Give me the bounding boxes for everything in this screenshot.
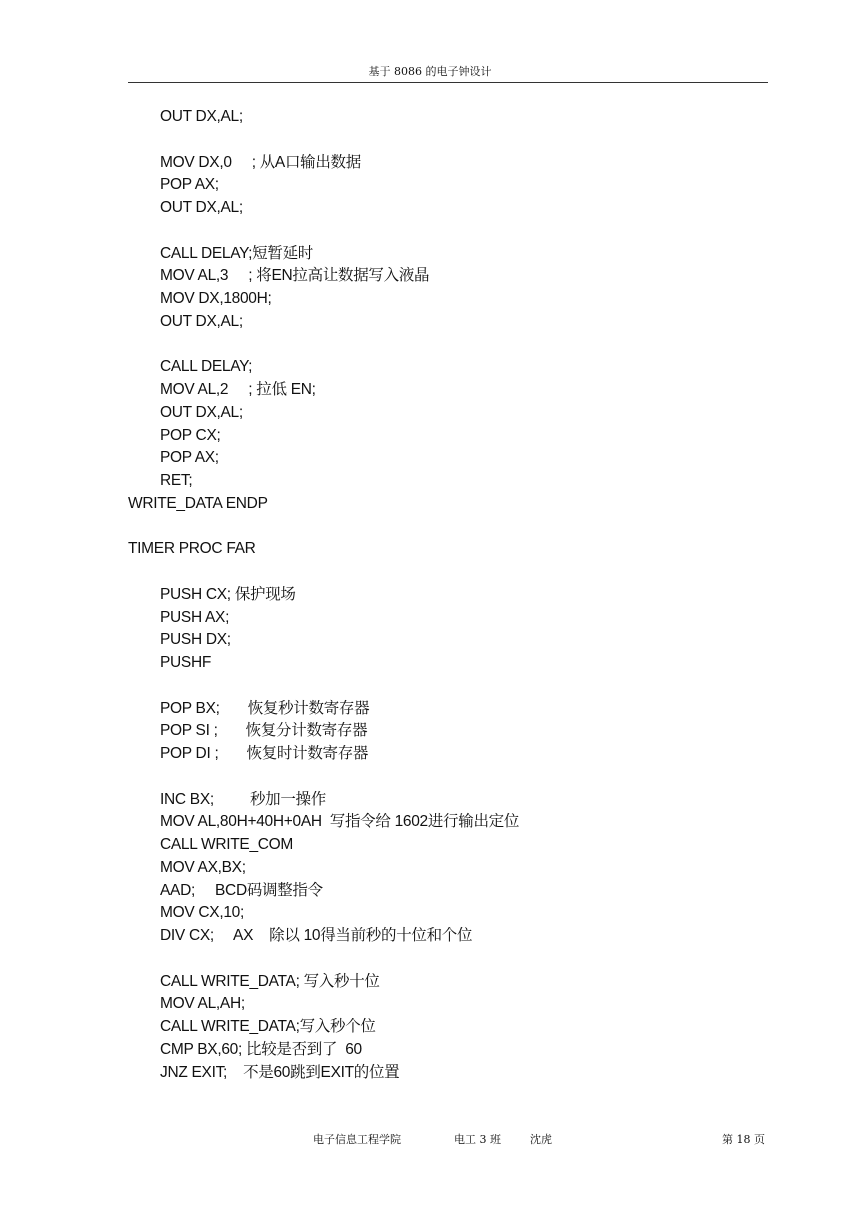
code-line: POP AX;: [160, 449, 219, 467]
code-line: JNZ EXIT; 不是60跳到EXIT的位置: [160, 1063, 400, 1081]
code-line: PUSHF: [160, 654, 212, 671]
code-line: OUT DX,AL;: [160, 312, 243, 330]
code-line: RET;: [160, 472, 193, 489]
code-line: CALL DELAY;: [160, 358, 253, 376]
footer-author: 沈虎: [530, 1133, 552, 1146]
code-line: MOV AX,BX;: [160, 858, 246, 876]
code-line: OUT DX,AL;: [160, 108, 243, 125]
code-line: TIMER PROC FAR: [128, 540, 256, 558]
code-line: CALL DELAY;短暂延时: [160, 244, 313, 262]
code-line: PUSH DX;: [160, 631, 231, 649]
code-line: PUSH CX; 保护现场: [160, 585, 296, 603]
code-line: POP DI ; 恢复时计数寄存器: [160, 745, 369, 762]
header-divider: [128, 82, 768, 83]
code-line: POP CX;: [160, 426, 221, 444]
code-line: AAD; BCD码调整指令: [160, 881, 323, 899]
code-line: CALL WRITE_DATA; 写入秒十位: [160, 972, 380, 990]
code-line: MOV AL,3 ; 将EN拉高让数据写入液晶: [160, 267, 430, 285]
code-line: PUSH AX;: [160, 608, 230, 626]
footer-page-number: 第 18 页: [722, 1133, 765, 1146]
code-line: OUT DX,AL;: [160, 403, 243, 421]
code-line: MOV AL,2 ; 拉低 EN;: [160, 381, 316, 398]
code-line: MOV AL,80H+40H+0AH 写指令给 1602进行输出定位: [160, 813, 520, 831]
code-line: DIV CX; AX 除以 10得当前秒的十位和个位: [160, 927, 473, 944]
code-line: CALL WRITE_COM: [160, 836, 294, 853]
code-line: WRITE_DATA ENDP: [128, 494, 268, 512]
page-header-title: 基于 8086 的电子钟设计: [368, 65, 492, 78]
code-line: MOV CX,10;: [160, 904, 244, 922]
code-line: POP BX; 恢复秒计数寄存器: [160, 699, 370, 717]
code-line: CALL WRITE_DATA;写入秒个位: [160, 1018, 376, 1035]
footer-institute: 电子信息工程学院: [313, 1133, 401, 1146]
code-line: MOV DX,0 ; 从A口输出数据: [160, 153, 361, 171]
code-line: CMP BX,60; 比较是否到了 60: [160, 1040, 362, 1058]
code-line: MOV AL,AH;: [160, 995, 245, 1013]
code-line: POP SI ; 恢复分计数寄存器: [160, 722, 368, 740]
code-line: POP AX;: [160, 176, 219, 194]
footer-class: 电工 3 班: [454, 1133, 501, 1146]
code-line: INC BX; 秒加一操作: [160, 790, 326, 808]
code-line: MOV DX,1800H;: [160, 290, 272, 307]
code-line: OUT DX,AL;: [160, 199, 243, 216]
